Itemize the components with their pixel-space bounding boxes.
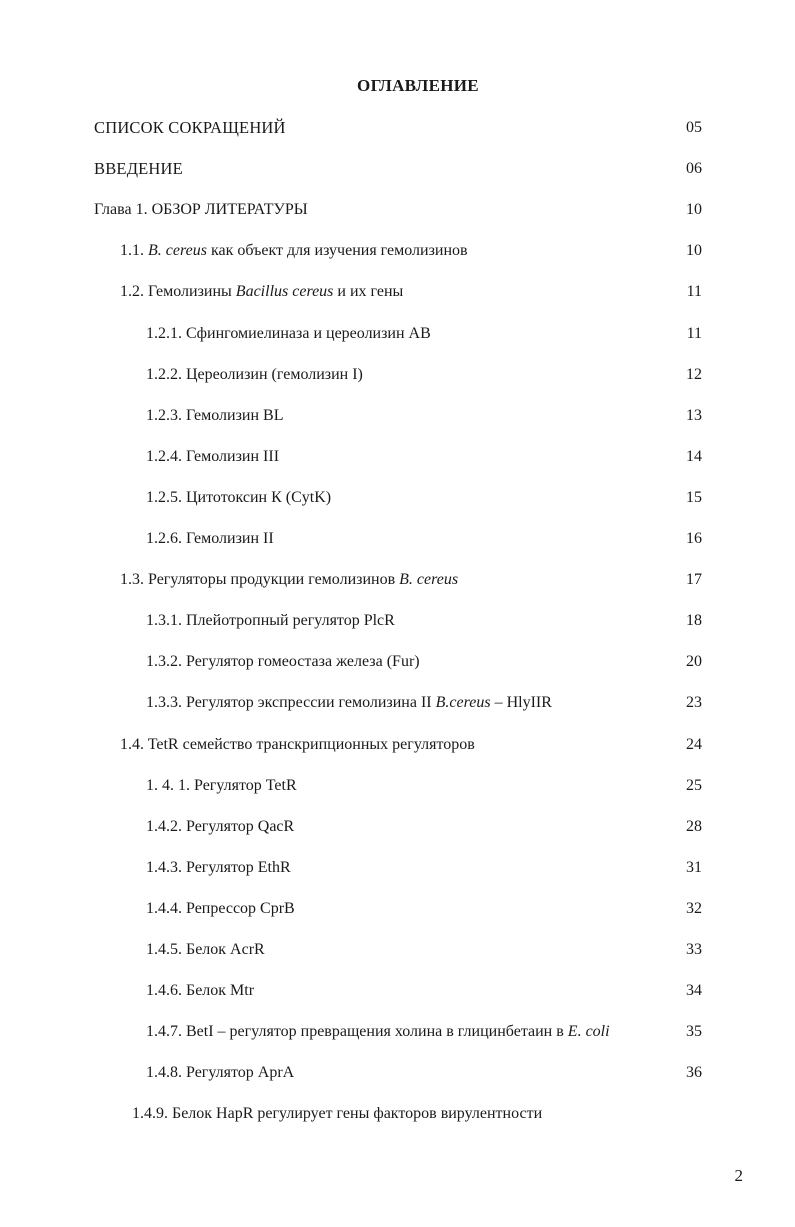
toc-entry — [0, 198, 795, 222]
toc-entry — [0, 1020, 795, 1044]
toc-entry-page: 10 — [686, 242, 702, 259]
toc-entry-label: 1.2.6. Гемолизин II — [146, 530, 274, 547]
toc-entry-label-part: B. cereus — [148, 242, 207, 259]
toc-entry-label: 1.2.5. Цитотоксин К (CytK) — [146, 489, 332, 506]
toc-entry-label — [120, 280, 403, 304]
toc-entry — [0, 856, 795, 880]
toc-entry — [0, 157, 795, 181]
toc-entry-label: Глава 1. ОБЗОР ЛИТЕРАТУРЫ — [94, 201, 308, 218]
toc-entry-label: 1.4. TetR семейство транскрипционных регуляторов — [120, 736, 475, 753]
toc-entry-label-part: 1.4.7. BetI – регулятор превращения холина в глицинбетаин в — [146, 1023, 568, 1040]
toc-entry — [0, 979, 795, 1003]
toc-entry-page: 14 — [686, 448, 702, 465]
toc-entry — [0, 280, 795, 304]
toc-entry-page: 10 — [686, 201, 702, 218]
toc-entry-label: 1.4.6. Белок Mtr — [146, 982, 255, 999]
page-number: 2 — [734, 1166, 743, 1185]
toc-entry-label-part: и их гены — [333, 283, 404, 300]
toc-entry — [0, 239, 795, 263]
toc-entry-label-part: 1.1. — [120, 242, 148, 259]
toc-entry-label-part: – HlyIIR — [490, 694, 552, 711]
page-title: ОГЛАВЛЕНИЕ — [357, 76, 479, 95]
toc-entry — [0, 445, 795, 469]
toc-entry-label: 1.2.4. Гемолизин III — [146, 448, 280, 465]
toc-entry — [0, 363, 795, 387]
toc-entry-label-part: E. coli — [567, 1023, 610, 1040]
toc-entry-page: 17 — [686, 571, 702, 588]
toc-entry-label-part: B.cereus — [435, 694, 491, 711]
toc-entry — [0, 691, 795, 715]
toc-entry-page: 34 — [686, 982, 702, 999]
toc-entry-page: 28 — [686, 818, 702, 835]
toc-entry-page: 11 — [686, 283, 702, 300]
toc-entry — [0, 322, 795, 346]
toc-entry-label-part: 1.3. Регуляторы продукции гемолизинов — [120, 571, 400, 588]
toc-entry — [0, 527, 795, 551]
toc-entry-label-part: 1.2. Гемолизины — [120, 283, 236, 300]
toc-entry — [0, 897, 795, 921]
toc-entry — [0, 733, 795, 757]
toc-entry — [0, 116, 795, 140]
toc-entry-page: 25 — [686, 777, 702, 794]
toc-entry-label: 1. 4. 1. Регулятор TetR — [146, 777, 297, 794]
toc-entry-label: 1.4.8. Регулятор AprA — [146, 1064, 295, 1081]
toc-entry-page: 05 — [686, 119, 702, 136]
toc-entry-page: 33 — [686, 941, 702, 958]
toc-entry — [0, 650, 795, 674]
toc-entry-label — [120, 568, 458, 592]
toc-entry-page: 06 — [686, 160, 702, 177]
toc-entry-label-part: B. cereus — [399, 571, 459, 588]
toc-entry-page: 18 — [686, 612, 702, 629]
toc-entry — [0, 815, 795, 839]
toc-entry-page: 20 — [686, 653, 702, 670]
toc-entry-label: ВВЕДЕНИЕ — [94, 159, 183, 178]
toc-entry-page: 35 — [686, 1023, 702, 1040]
toc-entry-label: 1.3.1. Плейотропный регулятор PlcR — [146, 612, 395, 629]
toc-entry-page: 31 — [686, 859, 702, 876]
toc-entry-page: 15 — [686, 489, 702, 506]
toc-entry-label: 1.4.3. Регулятор EthR — [146, 859, 291, 876]
toc-entry-label: 1.3.2. Регулятор гомеостаза железа (Fur) — [146, 653, 420, 670]
toc-entry-page: 16 — [686, 530, 702, 547]
toc-entry-page: 12 — [686, 366, 702, 383]
toc-entry — [0, 774, 795, 798]
toc-entry-label: 1.4.9. Белок HapR регулирует гены факторов вирулентности — [132, 1105, 543, 1122]
toc-entry-page: 24 — [686, 736, 702, 753]
toc-entry-label — [146, 691, 552, 715]
toc-entry-label: 1.2.1. Сфингомиелиназа и цереолизин АВ — [146, 325, 431, 342]
toc-entry-label: 1.2.2. Цереолизин (гемолизин I) — [146, 366, 363, 383]
toc-entry-label: 1.4.2. Регулятор QacR — [146, 818, 295, 835]
toc-entry — [0, 609, 795, 633]
toc-entry — [0, 1102, 795, 1126]
toc-entry-page: 13 — [686, 407, 702, 424]
toc-entry-page: 11 — [686, 325, 702, 342]
toc-entry-label — [146, 1020, 610, 1044]
toc-entry — [0, 568, 795, 592]
toc-entry — [0, 938, 795, 962]
toc-entry-page: 36 — [686, 1064, 702, 1081]
toc-entry-label-part: Bacillus cereus — [235, 283, 334, 300]
toc-entry — [0, 404, 795, 428]
toc-entry-label: 1.4.5. Белок AcrR — [146, 941, 265, 958]
toc-entry-label: 1.2.3. Гемолизин BL — [146, 407, 284, 424]
toc-entry-label: СПИСОК СОКРАЩЕНИЙ — [94, 118, 286, 137]
toc-entry — [0, 1061, 795, 1085]
toc-entry-label-part: как объект для изучения гемолизинов — [206, 242, 468, 259]
toc-entry-page: 32 — [686, 900, 702, 917]
toc-entry — [0, 486, 795, 510]
toc-entry-label-part: 1.3.3. Регулятор экспрессии гемолизина II — [146, 694, 436, 711]
toc-entry-label — [120, 239, 468, 263]
toc-entry-page: 23 — [686, 694, 702, 711]
toc-entry-label: 1.4.4. Репрессор CprB — [146, 900, 295, 917]
